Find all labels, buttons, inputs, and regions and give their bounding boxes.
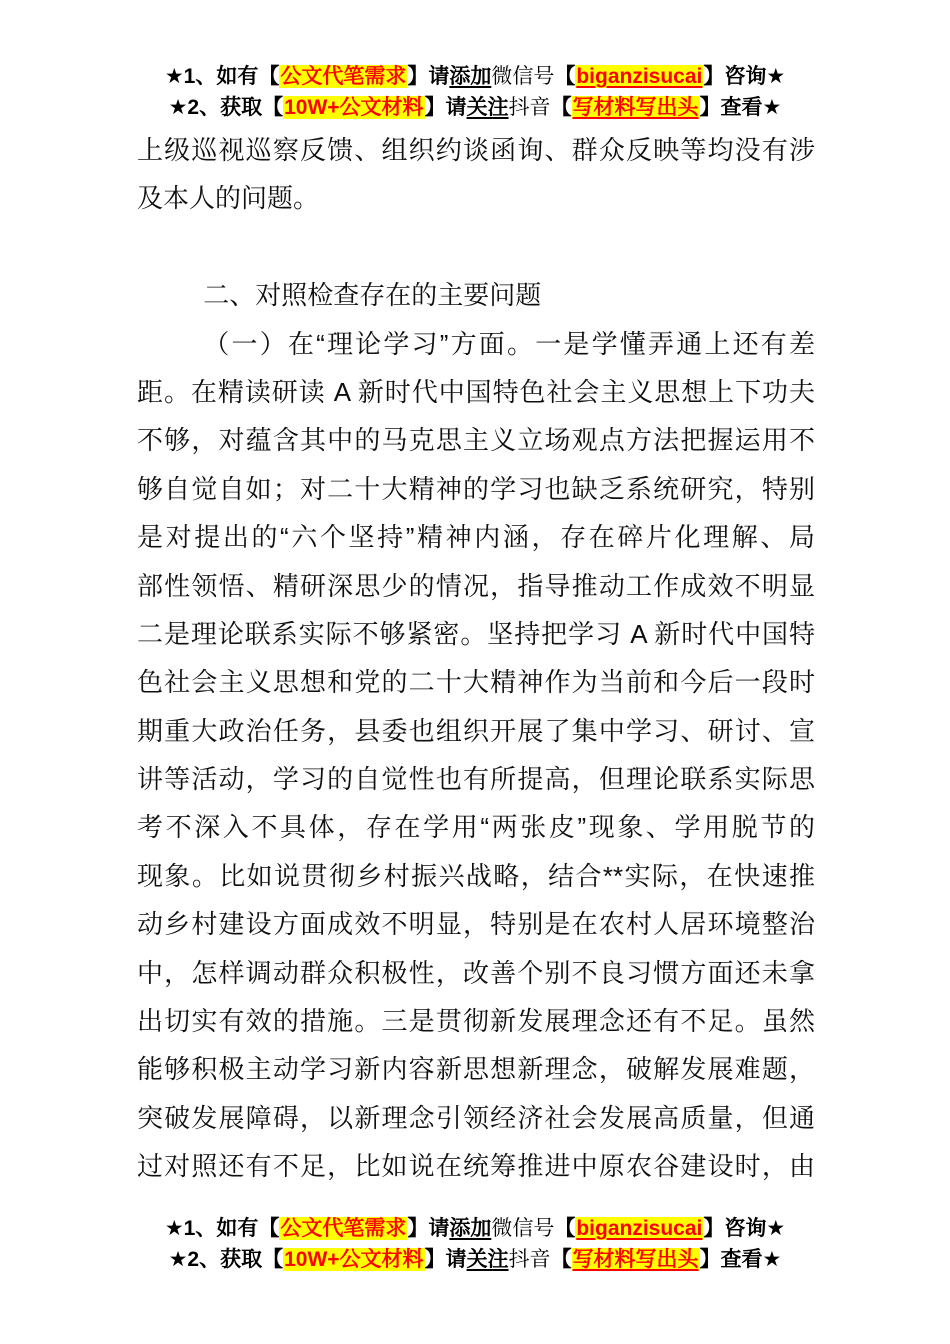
promo2-material-highlight: 10W+公文材料 xyxy=(284,96,424,119)
promo1-add-underline: 添加 xyxy=(449,65,492,88)
body-line: 现象。比如说贯彻乡村振兴战略，结合**实际，在快速推 xyxy=(137,860,815,891)
promo1-wechat-id: biganzisucai xyxy=(576,65,703,88)
body-line: 过对照还有不足，比如说在统筹推进中原农谷建设时，由 xyxy=(137,1151,815,1182)
body-line: 考不深入不具体，存在学用“两张皮”现象、学用脱节的 xyxy=(137,812,815,843)
body-line: 中，怎样调动群众积极性，改善个别不良习惯方面还未拿 xyxy=(137,957,815,988)
promo1-service-highlight: 公文代笔需求 xyxy=(280,1217,407,1240)
header-promo-line-2 xyxy=(0,92,950,123)
promo1-bracket-open: 【 xyxy=(554,1217,576,1240)
promo2-suffix: 】查看★ xyxy=(699,96,782,119)
promo1-add-underline: 添加 xyxy=(449,1217,492,1240)
body-line: 动乡村建设方面成效不明显，特别是在农村人居环境整治 xyxy=(137,909,815,940)
promo2-bracket-open: 【 xyxy=(550,1248,572,1271)
promo2-douyin-label: 抖音 xyxy=(508,96,551,119)
promo1-wechat-label: 微信号 xyxy=(491,1217,555,1240)
body-line: 及本人的问题。 xyxy=(137,183,320,214)
header-promo xyxy=(0,61,950,123)
promo2-mid-1: 】请 xyxy=(424,1248,467,1271)
promo1-service-highlight: 公文代笔需求 xyxy=(280,65,407,88)
promo1-prefix: ★1、如有【 xyxy=(164,1217,280,1240)
promo1-mid-1: 】请 xyxy=(407,1217,450,1240)
body-line: 部性领悟、精研深思少的情况，指导推动工作成效不明显 xyxy=(137,570,815,601)
promo2-mid-1: 】请 xyxy=(424,96,467,119)
body-line: 期重大政治任务，县委也组织开展了集中学习、研讨、宣 xyxy=(137,715,815,746)
promo1-wechat-label: 微信号 xyxy=(491,65,555,88)
promo2-douyin-id: 写材料写出头 xyxy=(572,1248,699,1271)
promo1-bracket-open: 【 xyxy=(554,65,576,88)
promo1-wechat-id: biganzisucai xyxy=(576,1217,703,1240)
promo2-douyin-label: 抖音 xyxy=(508,1248,551,1271)
body-line: 出切实有效的措施。三是贯彻新发展理念还有不足。虽然 xyxy=(137,1006,815,1037)
body-line: 上级巡视巡察反馈、组织约谈函询、群众反映等均没有涉 xyxy=(137,135,815,165)
promo1-mid-1: 】请 xyxy=(407,65,450,88)
promo2-douyin-id: 写材料写出头 xyxy=(572,96,699,119)
body-line: 讲等活动，学习的自觉性也有所提高，但理论联系实际思 xyxy=(137,764,815,795)
body-line: 色社会主义思想和党的二十大精神作为当前和今后一段时 xyxy=(137,667,815,698)
section-heading: 二、对照检查存在的主要问题 xyxy=(203,280,542,311)
body-line: 能够积极主动学习新内容新思想新理念，破解发展难题， xyxy=(137,1054,815,1085)
promo1-suffix: 】咨询★ xyxy=(703,65,786,88)
body-line: 不够，对蕴含其中的马克思主义立场观点方法把握运用不 xyxy=(137,425,815,456)
promo1-prefix: ★1、如有【 xyxy=(164,65,280,88)
promo1-suffix: 】咨询★ xyxy=(703,1217,786,1240)
promo2-suffix: 】查看★ xyxy=(699,1248,782,1271)
paragraph-spacer xyxy=(137,223,815,271)
promo2-prefix: ★2、获取【 xyxy=(168,1248,284,1271)
promo2-bracket-open: 【 xyxy=(550,96,572,119)
body-line: 是对提出的“六个坚持”精神内涵，存在碎片化理解、局 xyxy=(137,522,815,553)
footer-promo-line-2 xyxy=(0,1244,950,1275)
footer-promo xyxy=(0,1213,950,1275)
body-line: 突破发展障碍，以新理念引领经济社会发展高质量，但通 xyxy=(137,1102,815,1133)
promo2-material-highlight: 10W+公文材料 xyxy=(284,1248,424,1271)
body-line: 二是理论联系实际不够紧密。坚持把学习 A 新时代中国特 xyxy=(137,618,815,649)
body-line: （一）在“理论学习”方面。一是学懂弄通上还有差 xyxy=(203,328,815,359)
promo2-follow-underline: 关注 xyxy=(466,96,509,119)
footer-promo-line-1 xyxy=(0,1213,950,1244)
body-line: 距。在精读研读 A 新时代中国特色社会主义思想上下功夫 xyxy=(137,376,815,407)
promo2-follow-underline: 关注 xyxy=(466,1248,509,1271)
promo2-prefix: ★2、获取【 xyxy=(168,96,284,119)
document-body xyxy=(137,126,815,1191)
header-promo-line-1 xyxy=(0,61,950,92)
body-line: 够自觉自如；对二十大精神的学习也缺乏系统研究，特别 xyxy=(137,473,815,504)
